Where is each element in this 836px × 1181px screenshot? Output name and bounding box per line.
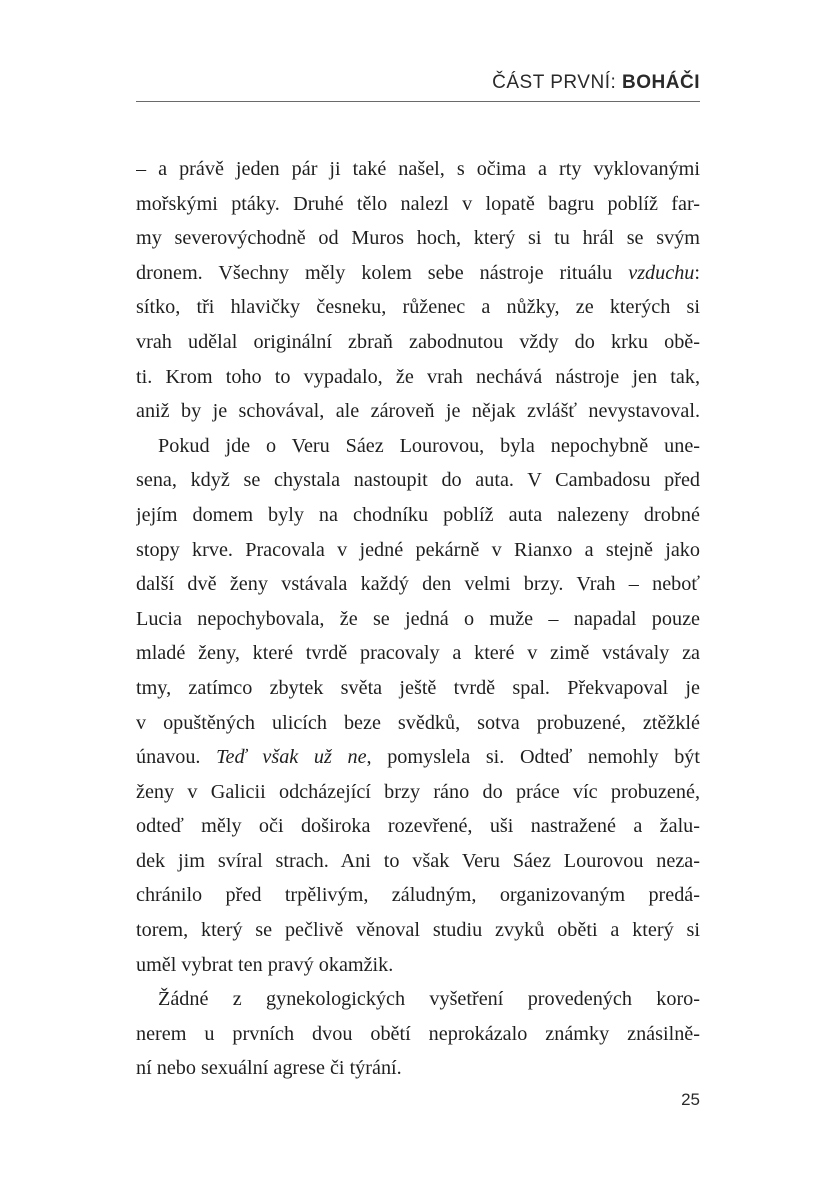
emphasis-ted-vsak-uz-ne: Teď však už ne bbox=[216, 746, 367, 769]
text-line: vrah udělal originální zbraň zabodnutou vždy do krku obě- bbox=[136, 330, 700, 353]
page-number: 25 bbox=[681, 1090, 700, 1109]
text-line: Žádné z gynekologických vyšetření provedených koro- bbox=[158, 988, 700, 1011]
text-line: – a právě jeden pár ji také našel, s očima a rty vyklovanými bbox=[136, 158, 700, 180]
text-line: v opuštěných ulicích beze svědků, sotva probuzené, ztěžklé bbox=[136, 711, 700, 734]
emphasis-vzduchu: vzduchu bbox=[628, 261, 695, 284]
text-line: další dvě ženy vstávala každý den velmi brzy. Vrah – neboť bbox=[136, 573, 700, 596]
text-line: dek jim svíral strach. Ani to však Veru Sáez Lourovou neza- bbox=[136, 849, 700, 872]
text-line: stopy krve. Pracovala v jedné pekárně v Rianxo a stejně jako bbox=[136, 538, 700, 561]
text-line: tmy, zatímco zbytek světa ještě tvrdě spal. Překvapoval je bbox=[136, 676, 700, 699]
text-run: dronem. Všechny měly kolem sebe nástroje rituálu bbox=[136, 261, 629, 284]
text-line: jejím domem byly na chodníku poblíž auta nalezeny drobné bbox=[136, 503, 700, 526]
paragraph-2 bbox=[136, 429, 700, 983]
text-line: sena, když se chystala nastoupit do auta. V Cambadosu před bbox=[136, 469, 700, 492]
text-run: : bbox=[694, 261, 700, 284]
text-line: torem, který se pečlivě věnoval studiu zvyků oběti a který si bbox=[136, 919, 700, 942]
text-line: odteď měly oči doširoka rozevřené, uši nastražené a žalu- bbox=[136, 815, 700, 838]
text-line: mladé ženy, které tvrdě pracovaly a které v zimě vstávaly za bbox=[136, 642, 700, 665]
text-line: sítko, tři hlavičky česneku, růženec a nůžky, ze kterých si bbox=[136, 296, 700, 319]
text-line: ní nebo sexuální agrese či týrání. bbox=[136, 1057, 402, 1080]
text-line: my severovýchodně od Muros hoch, který si tu hrál se svým bbox=[136, 227, 700, 250]
paragraph-3 bbox=[136, 982, 700, 1086]
section-label: ČÁST PRVNÍ: bbox=[492, 72, 617, 93]
text-line: ti. Krom toho to vypadalo, že vrah nechává nástroje jen tak, bbox=[136, 365, 700, 388]
text-line: chránilo před trpělivým, záludným, organizovaným predá- bbox=[136, 884, 700, 907]
text-line: mořskými ptáky. Druhé tělo nalezl v lopatě bagru poblíž far- bbox=[136, 192, 700, 215]
body-text bbox=[136, 152, 700, 1086]
paragraph-1 bbox=[136, 152, 700, 429]
text-line bbox=[136, 256, 700, 291]
text-line bbox=[136, 740, 700, 775]
running-header bbox=[492, 72, 700, 94]
text-run: , pomyslela si. Odteď nemohly být bbox=[366, 746, 700, 769]
text-line: Lucia nepochybovala, že se jedná o muže – napadal pouze bbox=[136, 607, 700, 630]
text-line: nerem u prvních dvou obětí neprokázalo známky znásilně- bbox=[136, 1022, 700, 1045]
section-title: BOHÁČI bbox=[622, 72, 700, 93]
text-line: ženy v Galicii odcházející brzy ráno do práce víc probuzené, bbox=[136, 780, 700, 803]
header-rule bbox=[136, 101, 700, 102]
text-line: Pokud jde o Veru Sáez Lourovou, byla nepochybně une- bbox=[158, 434, 700, 457]
text-line: aniž by je schovával, ale zároveň je nějak zvlášť nevystavoval. bbox=[136, 400, 700, 423]
text-line: uměl vybrat ten pravý okamžik. bbox=[136, 953, 394, 976]
text-run: únavou. bbox=[136, 746, 217, 769]
